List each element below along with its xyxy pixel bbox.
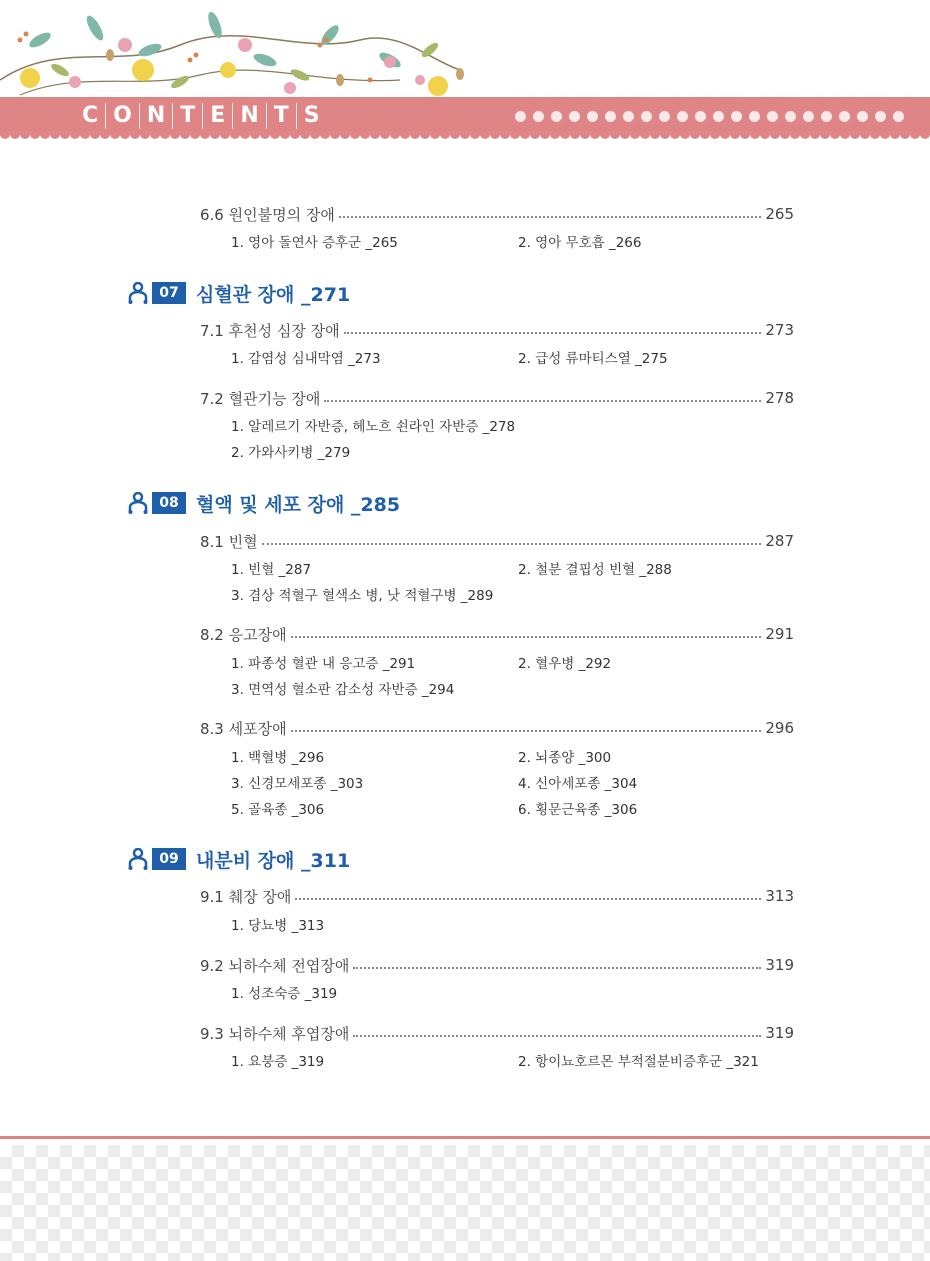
section-title: 9.1 췌장 장애 bbox=[200, 887, 292, 906]
banner-dot bbox=[713, 111, 724, 122]
banner-dot bbox=[857, 111, 868, 122]
list-item[interactable]: 1. 당뇨병 _313 bbox=[231, 918, 325, 934]
section-title: 9.3 뇌하수체 후엽장애 bbox=[200, 1024, 350, 1043]
list-item[interactable]: 1. 성조숙증 _319 bbox=[231, 986, 338, 1002]
section-row[interactable] bbox=[200, 622, 794, 646]
section-row[interactable] bbox=[200, 716, 794, 740]
section-page: 319 bbox=[765, 956, 794, 974]
heading-letter: T bbox=[173, 103, 203, 129]
chapter-number: 08 bbox=[152, 492, 186, 514]
banner-dot bbox=[569, 111, 580, 122]
section-title: 8.2 응고장애 bbox=[200, 625, 287, 644]
list-item[interactable]: 1. 백혈병 _296 bbox=[231, 750, 325, 766]
person-icon bbox=[128, 848, 148, 870]
list-item[interactable]: 1. 영아 돌연사 증후군 _265 bbox=[231, 235, 398, 251]
list-item[interactable]: 1. 요붕증 _319 bbox=[231, 1054, 325, 1070]
list-item[interactable]: 2. 항이뇨호르몬 부적절분비증후군 _321 bbox=[518, 1054, 759, 1070]
list-item[interactable]: 2. 가와사키병 _279 bbox=[231, 445, 351, 461]
dot-leader bbox=[262, 543, 762, 545]
section-page: 319 bbox=[765, 1024, 794, 1042]
chapter-number: 09 bbox=[152, 848, 186, 870]
list-item[interactable]: 1. 빈혈 _287 bbox=[231, 562, 312, 578]
person-icon bbox=[128, 282, 148, 304]
banner-dot bbox=[695, 111, 706, 122]
section-row[interactable] bbox=[200, 386, 794, 410]
section-page: 296 bbox=[765, 719, 794, 737]
section-row[interactable] bbox=[200, 1021, 794, 1045]
chapter-heading[interactable] bbox=[128, 278, 350, 308]
banner-dot bbox=[605, 111, 616, 122]
chapter-title: 혈액 및 세포 장애 _285 bbox=[196, 493, 401, 516]
banner-dot bbox=[749, 111, 760, 122]
dot-leader bbox=[295, 898, 761, 900]
banner-dot bbox=[767, 111, 778, 122]
section-page: 265 bbox=[765, 205, 794, 223]
list-item[interactable]: 2. 뇌종양 _300 bbox=[518, 750, 612, 766]
chapter-title: 내분비 장애 _311 bbox=[196, 849, 351, 872]
banner-dot bbox=[893, 111, 904, 122]
section-page: 287 bbox=[765, 532, 794, 550]
list-item[interactable]: 2. 급성 류마티스열 _275 bbox=[518, 351, 668, 367]
heading-letter: S bbox=[303, 103, 320, 128]
list-item[interactable]: 2. 철분 결핍성 빈혈 _288 bbox=[518, 562, 672, 578]
heading-letter: N bbox=[140, 103, 173, 129]
banner-dot bbox=[623, 111, 634, 122]
list-item[interactable]: 1. 알레르기 자반증, 헤노흐 쇤라인 자반증 _278 bbox=[231, 419, 516, 435]
section-page: 313 bbox=[765, 887, 794, 905]
banner-dots bbox=[515, 111, 904, 122]
banner-dot bbox=[731, 111, 742, 122]
contents-heading bbox=[82, 101, 327, 131]
list-item[interactable]: 3. 겸상 적혈구 혈색소 병, 낫 적혈구병 _289 bbox=[231, 588, 494, 604]
section-row[interactable] bbox=[200, 529, 794, 553]
chapter-title: 심혈관 장애 _271 bbox=[196, 283, 351, 306]
dot-leader bbox=[353, 1035, 761, 1037]
floral-decoration bbox=[0, 0, 470, 100]
banner-dot bbox=[875, 111, 886, 122]
heading-letter: O bbox=[106, 103, 140, 129]
banner-scallop-edge bbox=[0, 133, 930, 143]
section-row[interactable] bbox=[200, 318, 794, 342]
banner-dot bbox=[533, 111, 544, 122]
list-item[interactable]: 2. 혈우병 _292 bbox=[518, 656, 612, 672]
section-page: 291 bbox=[765, 625, 794, 643]
chapter-heading[interactable] bbox=[128, 488, 400, 518]
list-item[interactable]: 2. 영아 무호흡 _266 bbox=[518, 235, 642, 251]
list-item[interactable]: 5. 골육종 _306 bbox=[231, 802, 325, 818]
section-title: 8.3 세포장애 bbox=[200, 719, 287, 738]
banner-dot bbox=[821, 111, 832, 122]
banner-dot bbox=[551, 111, 562, 122]
section-page: 273 bbox=[765, 321, 794, 339]
banner-dot bbox=[587, 111, 598, 122]
section-page: 278 bbox=[765, 389, 794, 407]
heading-letter: N bbox=[233, 103, 266, 129]
person-icon bbox=[128, 492, 148, 514]
list-item[interactable]: 4. 신아세포종 _304 bbox=[518, 776, 638, 792]
chapter-heading[interactable] bbox=[128, 844, 350, 874]
list-item[interactable]: 3. 면역성 혈소판 감소성 자반증 _294 bbox=[231, 682, 455, 698]
section-row[interactable] bbox=[200, 953, 794, 977]
section-title: 8.1 빈혈 bbox=[200, 532, 258, 551]
footer-divider bbox=[0, 1136, 930, 1139]
chapter-number: 07 bbox=[152, 282, 186, 304]
section-title: 7.1 후천성 심장 장애 bbox=[200, 321, 340, 340]
list-item[interactable]: 1. 파종성 혈관 내 응고증 _291 bbox=[231, 656, 416, 672]
banner-dot bbox=[515, 111, 526, 122]
list-item[interactable]: 3. 신경모세포종 _303 bbox=[231, 776, 364, 792]
list-item[interactable]: 1. 감염성 심내막염 _273 bbox=[231, 351, 381, 367]
section-title: 6.6 원인불명의 장애 bbox=[200, 205, 335, 224]
section-title: 9.2 뇌하수체 전엽장애 bbox=[200, 956, 350, 975]
footer-checker-pattern bbox=[0, 1145, 930, 1261]
heading-letter: T bbox=[267, 103, 297, 129]
dot-leader bbox=[324, 400, 761, 402]
dot-leader bbox=[339, 216, 762, 218]
banner-dot bbox=[839, 111, 850, 122]
list-item[interactable]: 6. 횡문근육종 _306 bbox=[518, 802, 638, 818]
section-row[interactable] bbox=[200, 884, 794, 908]
banner-dot bbox=[803, 111, 814, 122]
banner-dot bbox=[641, 111, 652, 122]
heading-letter: E bbox=[203, 103, 233, 129]
banner-dot bbox=[659, 111, 670, 122]
dot-leader bbox=[291, 730, 762, 732]
banner-dot bbox=[677, 111, 688, 122]
section-row[interactable] bbox=[200, 202, 794, 226]
heading-letter: C bbox=[82, 103, 106, 129]
section-title: 7.2 혈관기능 장애 bbox=[200, 389, 321, 408]
dot-leader bbox=[291, 636, 762, 638]
banner-dot bbox=[785, 111, 796, 122]
dot-leader bbox=[344, 332, 762, 334]
dot-leader bbox=[353, 967, 761, 969]
